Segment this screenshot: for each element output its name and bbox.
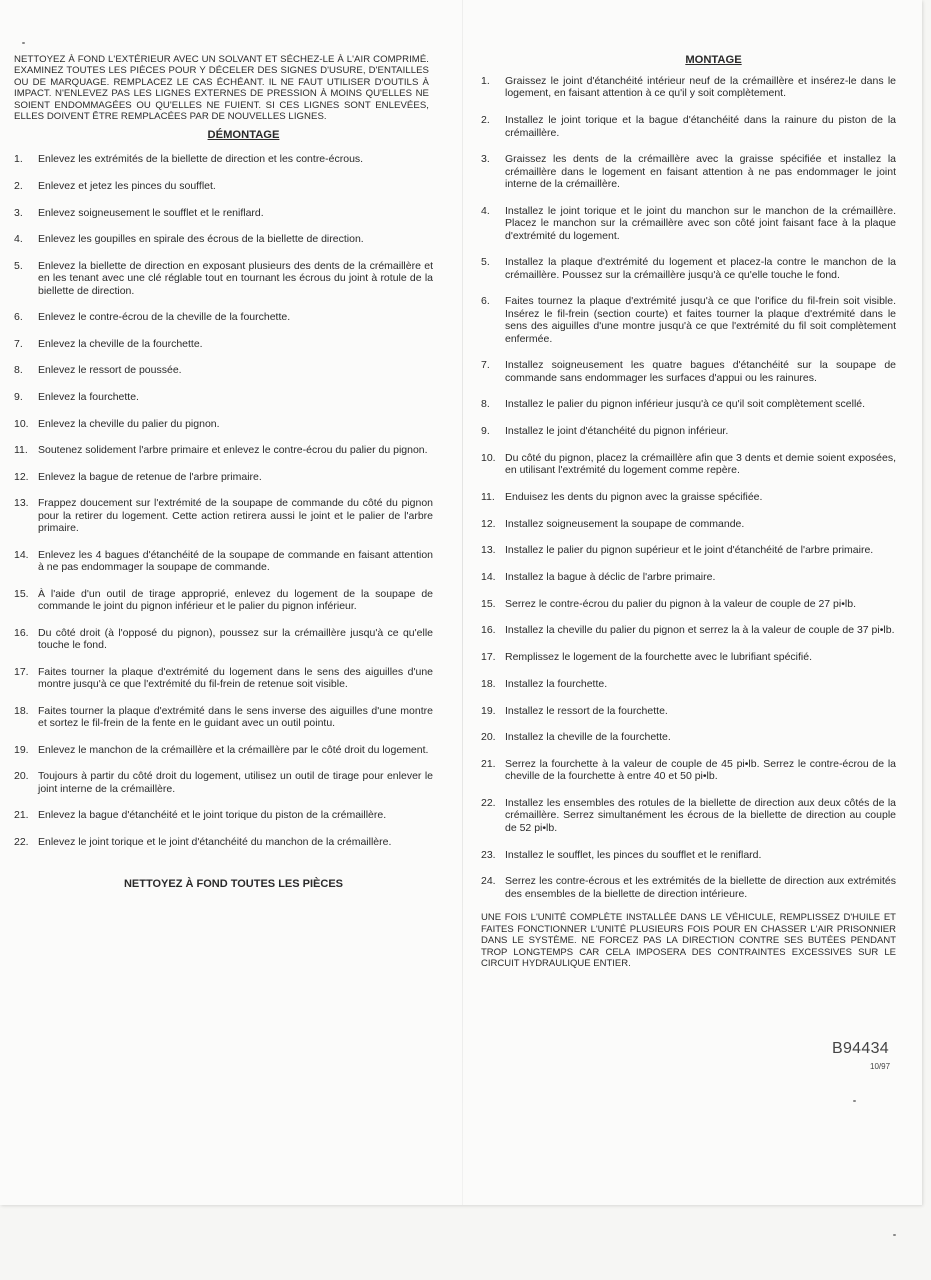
montage-step [481, 491, 896, 503]
montage-step [481, 256, 896, 281]
step-number: 19. [14, 743, 29, 756]
step-text: Serrez le contre-écrou du palier du pignon à la valeur de couple de 27 pi•lb. [505, 597, 856, 610]
montage-step [481, 295, 896, 345]
step-text: Installez le palier du pignon supérieur et le joint d'étanchéité de l'arbre primaire. [505, 544, 874, 557]
step-number: 13. [14, 497, 29, 510]
step-text: Installez la plaque d'extrémité du logement et placez-la contre le manchon de la crémaillère. Poussez sur la crémaillère jusqu'à ce qu'elle touche le fond. [505, 256, 896, 281]
demontage-step [14, 627, 433, 652]
demontage-steps [14, 153, 433, 848]
demontage-step [14, 770, 433, 795]
step-text: Serrez la fourchette à la valeur de couple de 45 pi•lb. Serrez le contre-écrou de la cheville de la fourchette à entre 40 et 50 pi•lb. [505, 757, 896, 783]
demontage-step [14, 260, 433, 297]
step-text: Installez le joint torique et le joint du manchon sur le manchon de la crémaillère. Placez le manchon sur la crémaillère avec son côté joint faisant face à la plaque d'extrémité du logement. [505, 204, 896, 242]
step-number: 22. [481, 797, 496, 810]
step-text: Installez le ressort de la fourchette. [505, 704, 668, 717]
montage-step [481, 624, 896, 636]
step-number: 13. [481, 544, 496, 557]
cleaning-note: NETTOYEZ À FOND TOUTES LES PIÈCES [123, 878, 343, 891]
montage-step [481, 598, 896, 610]
step-text: Serrez les contre-écrous et les extrémités de la biellette de direction aux extrémités des ensembles de la biellette de direction intérieure. [505, 875, 896, 900]
step-number: 18. [481, 677, 496, 690]
montage-step [481, 849, 896, 861]
step-text: Enlevez et jetez les pinces du soufflet. [38, 180, 216, 193]
step-text: Enlevez la bague de retenue de l'arbre primaire. [38, 470, 262, 483]
step-number: 18. [14, 704, 29, 717]
montage-step [481, 705, 896, 717]
step-text: Enlevez les 4 bagues d'étanchéité de la soupape de commande en faisant attention à ne pas endommager la soupape de commande. [38, 548, 433, 574]
step-number: 5. [481, 256, 490, 269]
fold-crease [462, 0, 463, 1205]
step-number: 24. [481, 875, 496, 888]
document-number: B94434 [832, 1040, 889, 1057]
step-text: À l'aide d'un outil de tirage approprié, enlevez du logement de la soupape de commande le joint du pignon inférieur et le palier du pignon inférieur. [38, 587, 433, 613]
step-number: 9. [14, 391, 23, 403]
step-text: Toujours à partir du côté droit du logement, utilisez un outil de tirage pour enlever le joint interne de la crémaillère. [38, 770, 433, 795]
demontage-step [14, 744, 433, 756]
step-number: 16. [14, 626, 29, 639]
step-number: 17. [481, 651, 496, 664]
step-text: Enlevez la cheville du palier du pignon. [38, 417, 220, 430]
step-text: Installez la fourchette. [505, 677, 608, 690]
step-text: Enlevez les goupilles en spirale des écrous de la biellette de direction. [38, 233, 364, 246]
step-number: 10. [14, 417, 29, 430]
step-number: 20. [481, 731, 496, 744]
step-text: Enduisez les dents du pignon avec la graisse spécifiée. [505, 490, 763, 503]
demontage-step [14, 836, 433, 848]
montage-step [481, 518, 896, 530]
step-number: 12. [14, 470, 29, 483]
montage-steps [481, 75, 896, 900]
step-text: Du côté du pignon, placez la crémaillère afin que 3 dents et demie soient exposées, en utilisant l'extrémité du logement comme repère. [505, 451, 896, 477]
demontage-step [14, 666, 433, 691]
step-number: 8. [14, 364, 23, 377]
montage-step [481, 205, 896, 242]
step-text: Installez soigneusement la soupape de commande. [505, 517, 745, 530]
step-number: 14. [481, 571, 496, 584]
montage-step [481, 75, 896, 100]
intro-paragraph: NETTOYEZ À FOND L'EXTÉRIEUR AVEC UN SOLVANT ET SÉCHEZ-LE À L'AIR COMPRIMÉ. EXAMINEZ TOUTES LES PIÈCES POUR Y DÉCELER DES SIGNES D'USURE, D'ENTAILLES OU DE MARQUAGE. REMPLACEZ LE CAS ÉCHÉANT. IL NE FAUT UTILISER D'OUTILS À IMPACT. N'ENLEVEZ PAS LES LIGNES EXTERNES DE PRESSION À MOINS QU'ELLES NE SOIENT ENDOMMAGÉES OU QU'ELLES NE FUIENT. SI CES LIGNES SONT ENLEVÉES, ELLES DOIVENT ÊTRE REMPLACÉES PAR DE NOUVELLES LIGNES. [14, 54, 429, 123]
step-text: Enlevez le contre-écrou de la cheville de la fourchette. [38, 311, 291, 324]
step-number: 21. [14, 809, 29, 822]
step-number: 21. [481, 757, 496, 770]
step-number: 22. [14, 835, 29, 848]
step-number: 7. [481, 359, 490, 372]
step-text: Installez le palier du pignon inférieur jusqu'à ce qu'il soit complètement scellé. [505, 398, 866, 411]
montage-step [481, 678, 896, 690]
step-number: 14. [14, 548, 29, 561]
step-number: 5. [14, 259, 23, 272]
montage-heading: MONTAGE [685, 54, 742, 66]
step-number: 4. [14, 233, 23, 246]
step-text: Remplissez le logement de la fourchette avec le lubrifiant spécifié. [505, 651, 812, 664]
step-text: Installez la bague à déclic de l'arbre primaire. [505, 571, 716, 584]
step-number: 11. [481, 490, 495, 503]
demontage-step [14, 705, 433, 730]
demontage-step [14, 809, 433, 821]
step-number: 11. [14, 444, 28, 457]
montage-step [481, 425, 896, 437]
step-text: Faites tourner la plaque d'extrémité dans le sens inverse des aiguilles d'une montre et sortez le fil-frein de la fente en le guidant avec un outil pointu. [38, 704, 433, 730]
demontage-step [14, 311, 433, 323]
step-text: Installez le joint torique et la bague d'étanchéité dans la rainure du piston de la crémaillère. [505, 114, 896, 139]
demontage-step [14, 418, 433, 430]
step-text: Installez la cheville du palier du pignon et serrez la à la valeur de couple de 37 pi•lb. [505, 624, 895, 637]
montage-step [481, 571, 896, 583]
step-number: 16. [481, 624, 496, 637]
step-text: Enlevez la bague d'étanchéité et le joint torique du piston de la crémaillère. [38, 809, 387, 822]
step-text: Installez le soufflet, les pinces du soufflet et le reniflard. [505, 848, 762, 861]
montage-step [481, 114, 896, 139]
paper-speck [893, 1234, 896, 1236]
final-warning: UNE FOIS L'UNITÉ COMPLÈTE INSTALLÉE DANS LE VÉHICULE, REMPLISSEZ D'HUILE ET FAITES FONCTIONNER L'UNITÉ PLUSIEURS FOIS POUR EN CHASSER L'AIR PRISONNIER DANS LE SYSTÈME. NE FORCEZ PAS LA DIRECTION CONTRE SES BUTÉES PENDANT TROP LONGTEMPS CAR CELA IMPOSERA DES CONTRAINTES EXCESSIVES SUR LE CIRCUIT HYDRAULIQUE ENTIER. [481, 912, 896, 969]
montage-step [481, 758, 896, 783]
demontage-step [14, 364, 433, 376]
step-text: Installez les ensembles des rotules de la biellette de direction aux deux côtés de la crémaillère. Serrez simultanément les écrous de la biellette de direction au couple de 52 pi•lb. [505, 797, 896, 834]
step-text: Frappez doucement sur l'extrémité de la soupape de commande du côté du pignon pour la retirer du logement. Cette action retirera aussi le joint et le palier de l'arbre primaire. [38, 497, 433, 535]
montage-step [481, 651, 896, 663]
step-text: Du côté droit (à l'opposé du pignon), poussez sur la crémaillère jusqu'à ce qu'elle touche le fond. [38, 626, 433, 652]
step-text: Enlevez la biellette de direction en exposant plusieurs des dents de la crémaillère et en les tenant avec une clé réglable tout en tournant les écrous du joint à rotule de la biellette de direction. [38, 259, 433, 297]
montage-step [481, 544, 896, 556]
step-number: 1. [14, 153, 23, 166]
step-number: 9. [481, 425, 490, 438]
paper-speck [22, 42, 25, 44]
step-text: Installez la cheville de la fourchette. [505, 731, 671, 744]
step-number: 12. [481, 517, 496, 530]
demontage-step [14, 471, 433, 483]
step-text: Enlevez soigneusement le soufflet et le reniflard. [38, 206, 264, 219]
step-number: 2. [481, 114, 490, 127]
left-column [14, 54, 433, 890]
montage-step [481, 452, 896, 477]
step-number: 15. [14, 587, 29, 600]
demontage-step [14, 497, 433, 534]
step-number: 3. [481, 153, 490, 166]
step-text: Enlevez le manchon de la crémaillère et la crémaillère par le côté droit du logement. [38, 743, 429, 756]
step-text: Faites tournez la plaque d'extrémité jusqu'à ce que l'orifice du fil-frein soit visible. Insérez le fil-frein (section courte) et faites tourner la plaque d'extrémité dans le sens des aiguilles d'une montre jusqu'à ce que l'extrémité du fil soit complètement enfermée. [505, 295, 896, 345]
step-text: Installez le joint d'étanchéité du pignon inférieur. [505, 425, 729, 438]
demontage-step [14, 153, 433, 165]
step-number: 2. [14, 180, 23, 193]
step-number: 1. [481, 75, 490, 87]
step-text: Enlevez le joint torique et le joint d'étanchéité du manchon de la crémaillère. [38, 835, 392, 848]
demontage-heading: DÉMONTAGE [207, 129, 280, 142]
step-number: 8. [481, 398, 490, 411]
step-text: Enlevez les extrémités de la biellette de direction et les contre-écrous. [38, 153, 364, 166]
step-number: 6. [14, 311, 23, 324]
step-text: Graissez le joint d'étanchéité intérieur neuf de la crémaillère et insérez-le dans le logement, en faisant attention à ce qu'il y soit complètement. [505, 75, 896, 100]
montage-step [481, 797, 896, 834]
montage-step [481, 398, 896, 410]
demontage-step [14, 588, 433, 613]
step-number: 10. [481, 451, 496, 464]
montage-step [481, 875, 896, 900]
step-text: Faites tourner la plaque d'extrémité du logement dans le sens des aiguilles d'une montre jusqu'à ce que l'extrémité du fil-frein de retenue soit visible. [38, 665, 433, 691]
step-text: Enlevez la fourchette. [38, 391, 139, 403]
step-text: Soutenez solidement l'arbre primaire et enlevez le contre-écrou du palier du pignon. [38, 444, 428, 457]
demontage-step [14, 549, 433, 574]
demontage-step [14, 444, 433, 456]
step-text: Enlevez le ressort de poussée. [38, 364, 182, 377]
step-text: Installez soigneusement les quatre bagues d'étanchéité sur la soupape de commande sans endommager les surfaces d'appui ou les rainures. [505, 359, 896, 384]
step-number: 23. [481, 848, 496, 861]
right-column [481, 54, 896, 979]
demontage-step [14, 207, 433, 219]
demontage-step [14, 391, 433, 403]
step-number: 15. [481, 597, 496, 610]
document-date: 10/97 [870, 1062, 891, 1071]
paper-speck [853, 1100, 856, 1102]
montage-step [481, 359, 896, 384]
demontage-step [14, 180, 433, 192]
step-number: 6. [481, 295, 490, 308]
demontage-step [14, 338, 433, 350]
step-number: 3. [14, 206, 23, 219]
montage-step [481, 731, 896, 743]
step-text: Graissez les dents de la crémaillère avec la graisse spécifiée et installez la crémaillère dans le logement en faisant attention à ne pas endommager le joint interne de la crémaillère. [505, 153, 896, 191]
step-number: 19. [481, 704, 496, 717]
step-number: 7. [14, 337, 23, 350]
step-number: 17. [14, 665, 29, 678]
step-text: Enlevez la cheville de la fourchette. [38, 337, 203, 350]
step-number: 20. [14, 770, 29, 783]
montage-step [481, 153, 896, 190]
step-number: 4. [481, 204, 490, 217]
demontage-step [14, 233, 433, 245]
